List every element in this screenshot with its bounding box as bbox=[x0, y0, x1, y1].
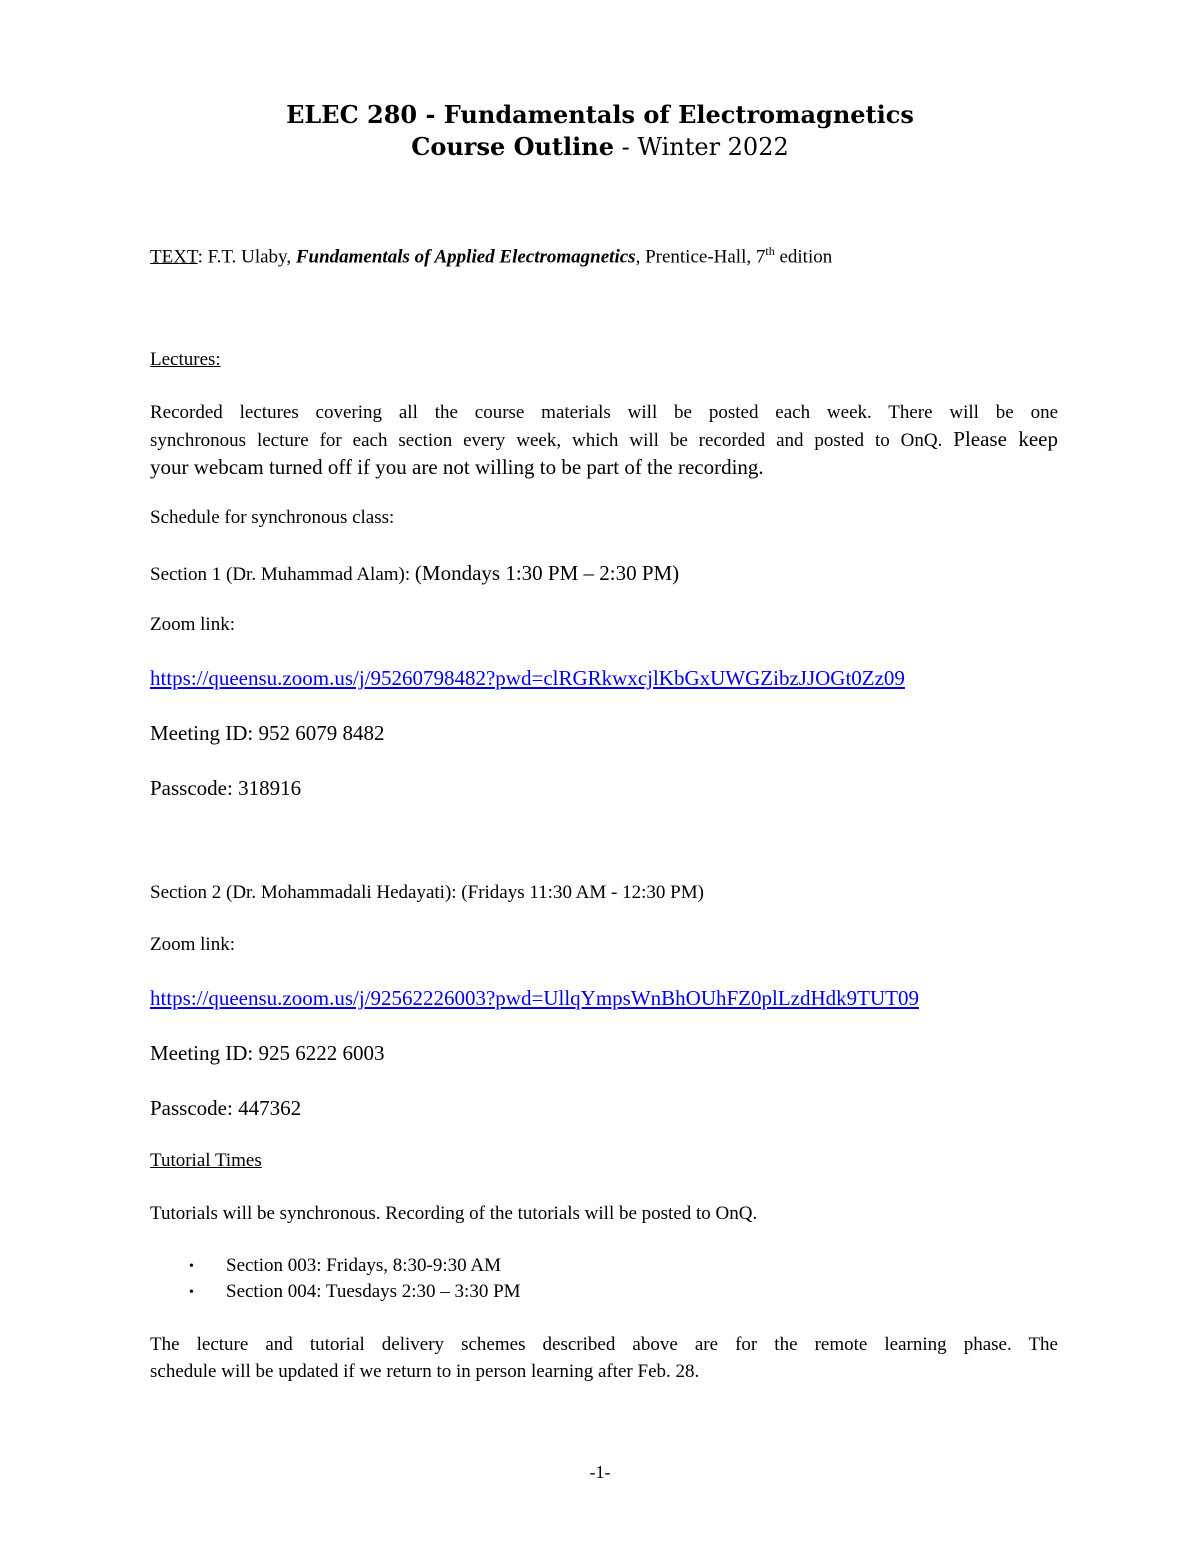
section1-meeting-id: Meeting ID: 952 6079 8482 bbox=[150, 721, 385, 745]
textbook-reference bbox=[150, 244, 832, 268]
bullet-icon: • bbox=[189, 1259, 194, 1274]
section2-zoom-link[interactable]: https://queensu.zoom.us/j/92562226003?pwd=UllqYmpsWnBhOUhFZ0plLzdHdk9TUT09 bbox=[150, 986, 919, 1010]
tutorial-item: Section 003: Fridays, 8:30-9:30 AM bbox=[226, 1255, 501, 1276]
schedule-label: Schedule for synchronous class: bbox=[150, 507, 395, 528]
text-label: TEXT bbox=[150, 246, 198, 268]
closing-line-2: schedule will be updated if we return to in person learning after Feb. 28. bbox=[150, 1361, 700, 1382]
tutorial-heading: Tutorial Times bbox=[150, 1150, 262, 1171]
lectures-line-2b: Please keep bbox=[953, 427, 1058, 451]
edition-superscript: th bbox=[765, 244, 775, 258]
text-author: : F.T. Ulaby, bbox=[197, 246, 296, 268]
section2-zoom-label: Zoom link: bbox=[150, 934, 235, 955]
lectures-line-3: your webcam turned off if you are not willing to be part of the recording. bbox=[150, 455, 764, 479]
closing-line-1: The lecture and tutorial delivery schemes described above are for the remote learning phase. The bbox=[150, 1334, 1058, 1355]
section1-passcode: Passcode: 318916 bbox=[150, 776, 302, 800]
textbook-title: Fundamentals of Applied Electromagnetics bbox=[295, 246, 636, 268]
lectures-heading: Lectures: bbox=[150, 349, 221, 370]
textbook-publisher: , Prentice-Hall, 7 bbox=[635, 246, 766, 268]
closing-paragraph bbox=[150, 1331, 1058, 1385]
section1-zoom-link[interactable]: https://queensu.zoom.us/j/95260798482?pwd=clRGRkwxcjlKbGxUWGZibzJJOGt0Zz09 bbox=[150, 666, 905, 690]
course-title: ELEC 280 - Fundamentals of Electromagnetics bbox=[286, 100, 914, 129]
section2-heading: Section 2 (Dr. Mohammadali Hedayati): (Fridays 11:30 AM - 12:30 PM) bbox=[150, 882, 704, 903]
tutorial-item: Section 004: Tuesdays 2:30 – 3:30 PM bbox=[226, 1281, 521, 1302]
page-number: -1- bbox=[589, 1462, 611, 1482]
subtitle-rest: - Winter 2022 bbox=[613, 133, 789, 161]
lectures-line-2a: synchronous lecture for each section every week, which will be recorded and posted to OnQ. bbox=[150, 430, 954, 451]
lectures-paragraph bbox=[150, 399, 1058, 481]
subtitle-bold: Course Outline bbox=[411, 132, 614, 161]
tutorial-intro: Tutorials will be synchronous. Recording of the tutorials will be posted to OnQ. bbox=[150, 1203, 758, 1224]
course-subtitle bbox=[0, 132, 1200, 161]
section1-time: (Mondays 1:30 PM – 2:30 PM) bbox=[414, 561, 680, 585]
section1-heading bbox=[150, 561, 679, 586]
textbook-edition: edition bbox=[774, 246, 833, 268]
section1-zoom-label: Zoom link: bbox=[150, 614, 235, 635]
lectures-line-1: Recorded lectures covering all the course materials will be posted each week. There will be one bbox=[150, 402, 1058, 423]
bullet-icon: • bbox=[189, 1285, 194, 1300]
section2-passcode: Passcode: 447362 bbox=[150, 1096, 302, 1120]
section1-instructor: Section 1 (Dr. Muhammad Alam): bbox=[150, 564, 415, 585]
lectures-line-2 bbox=[150, 426, 1058, 454]
section2-meeting-id: Meeting ID: 925 6222 6003 bbox=[150, 1041, 385, 1065]
